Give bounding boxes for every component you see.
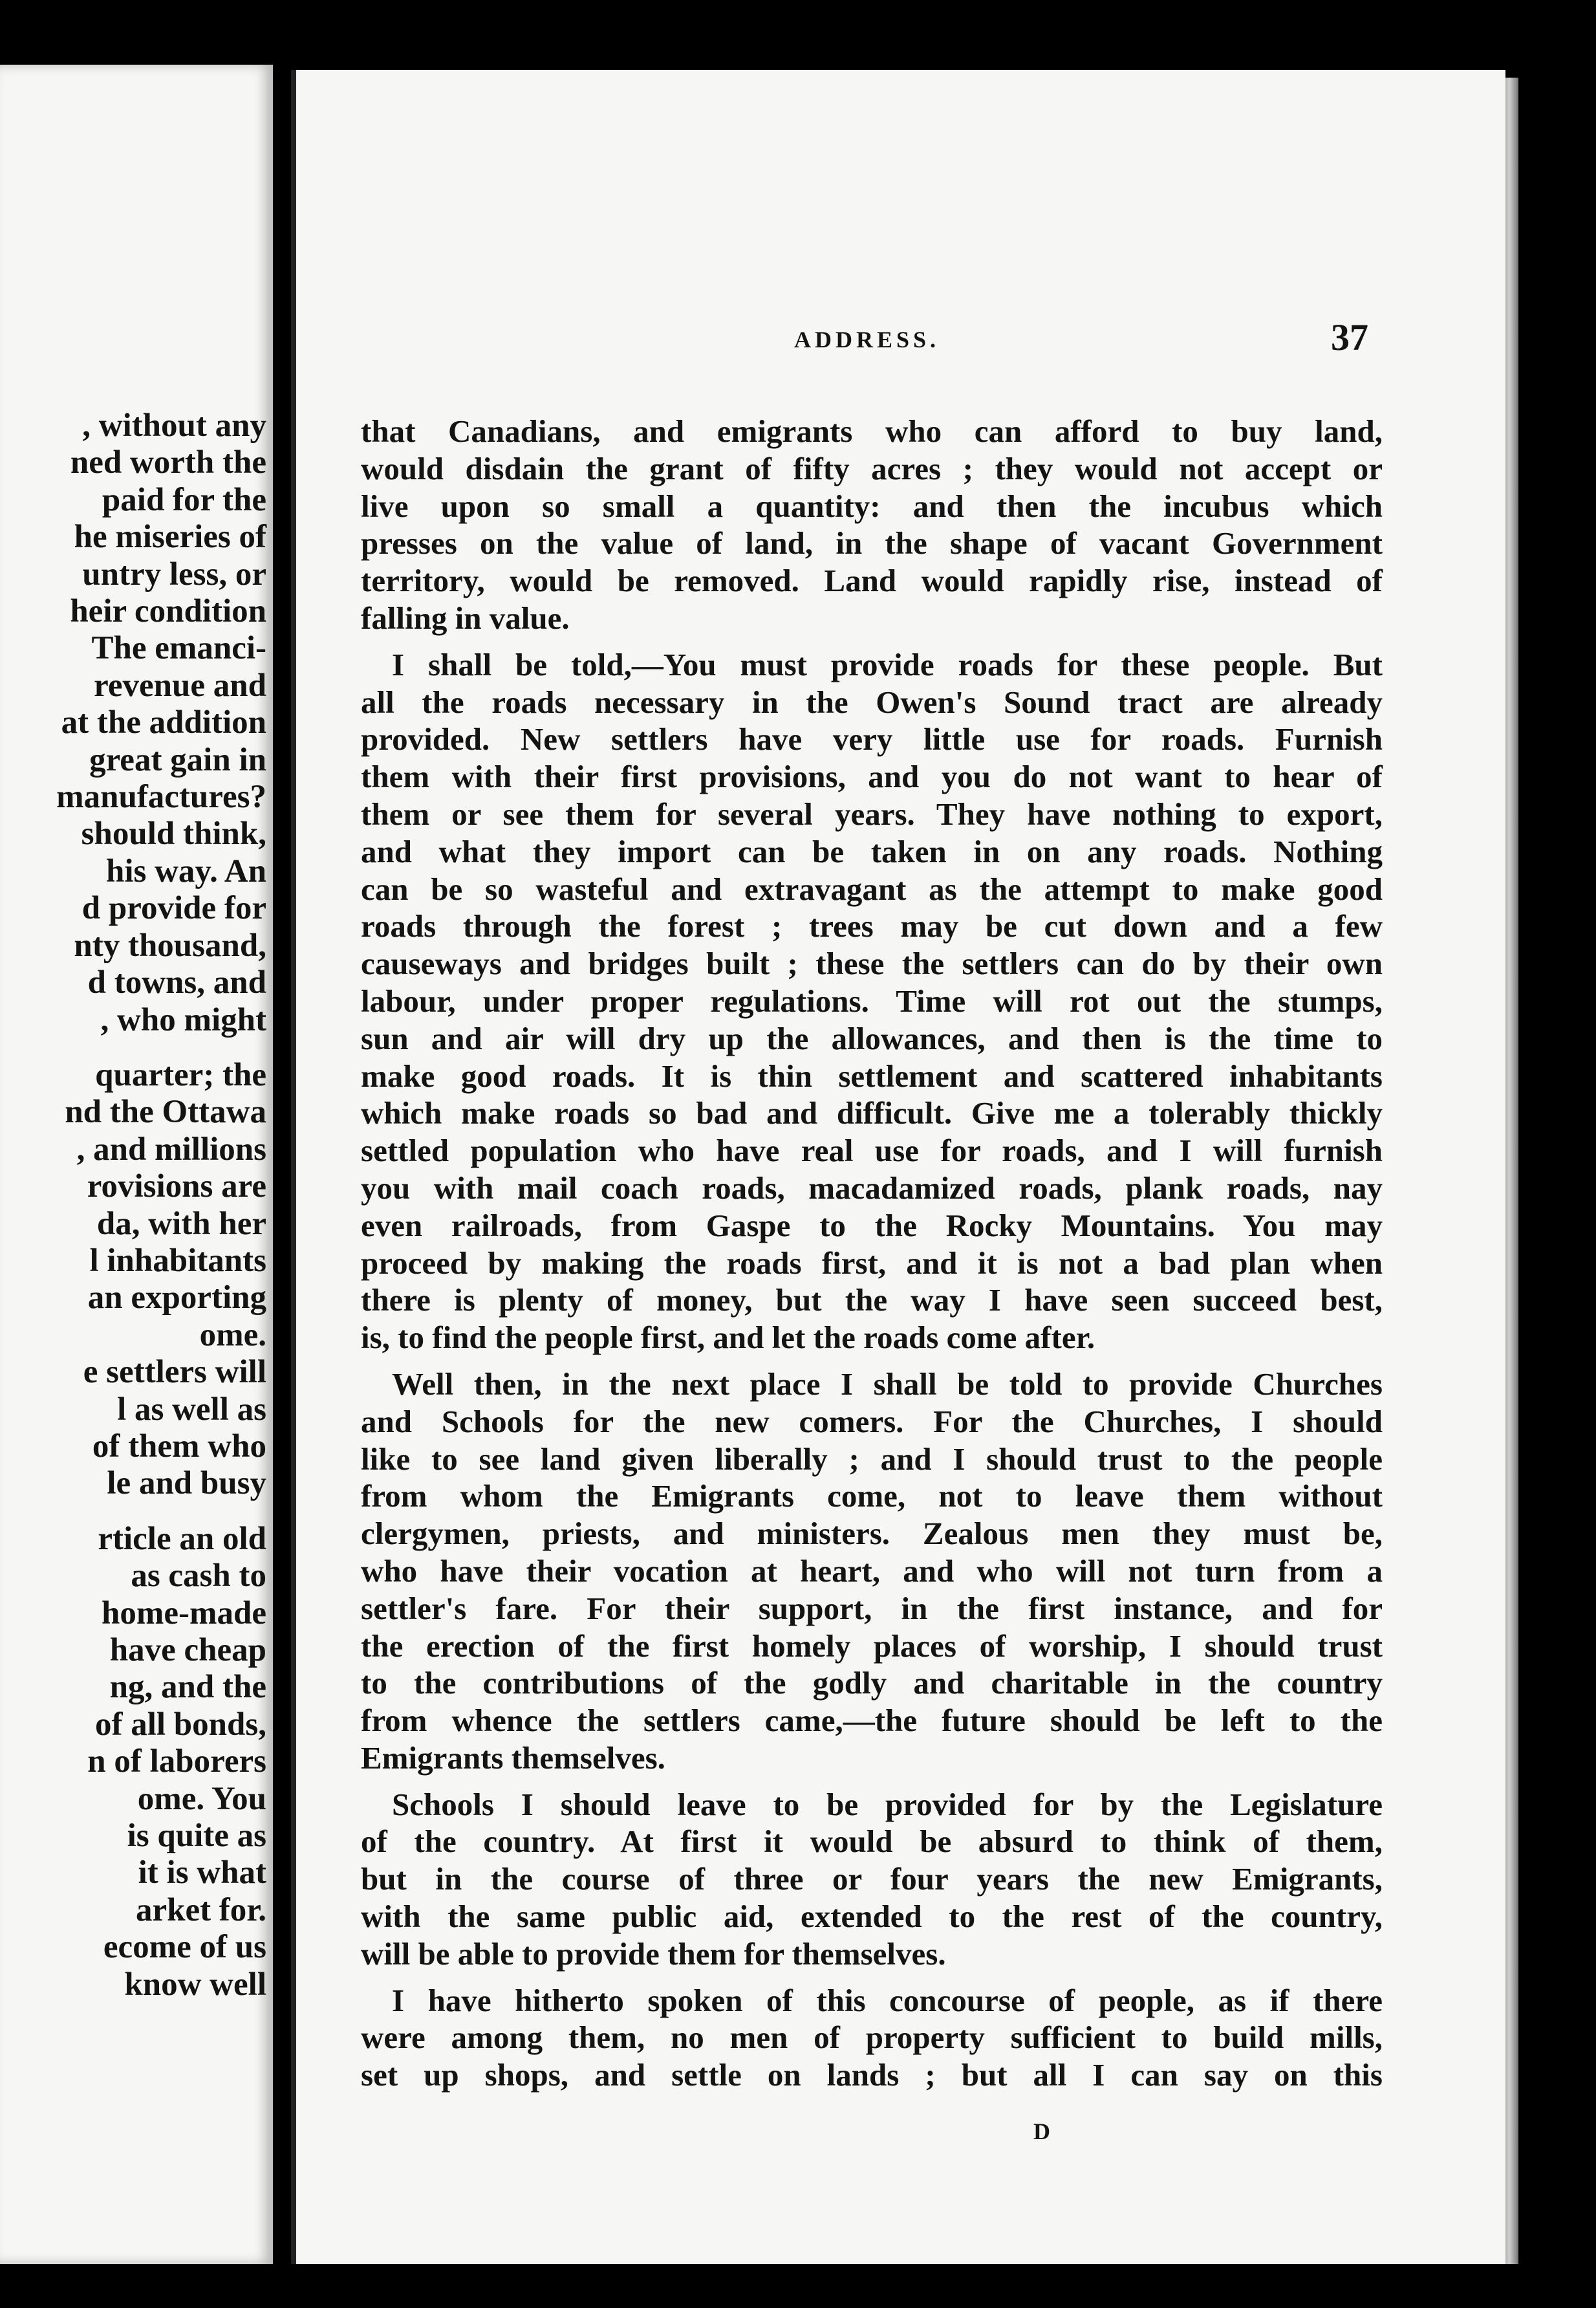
text-line: sun and air will dry up the allowances, and then is the time to — [361, 1020, 1383, 1056]
left-text-line: , without any — [82, 408, 266, 444]
text-line: live upon so small a quantity: and then the incubus which — [361, 488, 1383, 524]
left-text-line: l inhabitants — [89, 1242, 266, 1279]
left-text-line: quarter; the — [95, 1056, 266, 1093]
left-text-line: arket for. — [135, 1891, 266, 1928]
text-line: there is plenty of money, but the way I have seen succeed best, — [361, 1282, 1383, 1318]
left-text-line: revenue and — [94, 667, 266, 704]
text-line: territory, would be removed. Land would rapidly rise, instead of — [361, 563, 1383, 599]
text-line: Well then, in the next place I shall be told to provide Churches — [392, 1366, 1383, 1402]
text-line: labour, under proper regulations. Time will rot out the stumps, — [361, 983, 1383, 1019]
paragraph — [361, 1786, 1383, 1973]
left-text-line: ome. — [199, 1316, 266, 1353]
text-line: is, to find the people first, and let the roads come after. — [361, 1320, 1095, 1356]
left-page — [0, 65, 273, 2264]
text-line: were among them, no men of property sufficient to build mills, — [361, 2020, 1383, 2056]
left-text-line: have cheap — [109, 1632, 266, 1668]
text-line: settled population who have real use for roads, and I will furnish — [361, 1133, 1383, 1169]
left-text-line: da, with her — [96, 1205, 266, 1242]
left-text-line: , who might — [100, 1001, 266, 1038]
left-text-line: it is what — [138, 1855, 266, 1891]
left-text-line: e settlers will — [83, 1354, 266, 1391]
text-line: but in the course of three or four years the new Emigrants, — [361, 1861, 1383, 1897]
left-text-line: of all bonds, — [94, 1706, 266, 1743]
line-gap — [0, 1503, 266, 1521]
text-line: Schools I should leave to be provided for by the Legislature — [392, 1786, 1383, 1822]
paragraph — [361, 1366, 1383, 1777]
text-line: and what they import can be taken in on any roads. Nothing — [361, 833, 1383, 869]
left-text-line: heir condition — [70, 593, 266, 630]
text-line: with the same public aid, extended to the rest of the country, — [361, 1899, 1383, 1935]
signature-mark: D — [1033, 2118, 1050, 2144]
text-line: even railroads, from Gaspe to the Rocky Mountains. You may — [361, 1207, 1383, 1243]
text-line: falling in value. — [361, 600, 570, 636]
left-text-line: nd the Ottawa — [65, 1094, 266, 1131]
left-text-line: as cash to — [131, 1558, 266, 1595]
text-line: which make roads so bad and difficult. Give me a tolerably thickly — [361, 1095, 1383, 1131]
left-text-line: The emanci- — [91, 630, 266, 667]
left-text-line: nty thousand, — [74, 927, 266, 964]
left-text-line: rovisions are — [87, 1168, 266, 1205]
left-text-line: ecome of us — [103, 1929, 266, 1966]
text-line: and Schools for the new comers. For the Churches, I should — [361, 1403, 1383, 1439]
left-text-line: manufactures? — [56, 779, 266, 816]
page-number: 37 — [1331, 316, 1368, 358]
text-line: the erection of the first homely places of worship, I should trust — [361, 1628, 1383, 1664]
page-header — [296, 316, 1505, 367]
left-text-line: he miseries of — [74, 519, 266, 556]
text-line: causeways and bridges built ; these the settlers can do by their own — [361, 946, 1383, 982]
text-line: will be able to provide them for themselves. — [361, 1935, 946, 1972]
text-line: proceed by making the roads first, and it is not a bad plan when — [361, 1245, 1383, 1281]
paragraph — [361, 413, 1383, 637]
left-page-text-column — [0, 408, 266, 2003]
text-line: you with mail coach roads, macadamized roads, plank roads, nay — [361, 1170, 1383, 1206]
left-text-line: ome. You — [137, 1780, 266, 1817]
left-text-line: d provide for — [81, 890, 266, 927]
running-head: ADDRESS. — [794, 327, 940, 353]
left-text-line: should think, — [81, 816, 266, 853]
left-text-line: his way. An — [105, 853, 266, 889]
text-line: Emigrants themselves. — [361, 1739, 665, 1776]
left-text-line: of them who — [92, 1428, 266, 1464]
paragraph — [361, 1982, 1383, 2094]
text-line: of the country. At first it would be absurd to think of them, — [361, 1824, 1383, 1860]
text-line: like to see land given liberally ; and I should trust to the people — [361, 1441, 1383, 1477]
text-line: who have their vocation at heart, and who will not turn from a — [361, 1552, 1383, 1589]
text-line: can be so wasteful and extravagant as the attempt to make good — [361, 871, 1383, 907]
line-gap — [0, 1039, 266, 1057]
left-text-line: ng, and the — [109, 1669, 266, 1706]
left-text-line: at the addition — [61, 704, 266, 741]
left-text-line: d towns, and — [87, 964, 266, 1001]
text-line: from whence the settlers came,—the future should be left to the — [361, 1703, 1383, 1739]
text-line: would disdain the grant of fifty acres ; they would not accept or — [361, 450, 1383, 486]
text-line: to the contributions of the godly and charitable in the country — [361, 1665, 1383, 1701]
text-line: make good roads. It is thin settlement and scattered inhabitants — [361, 1058, 1383, 1094]
text-line: settler's fare. For their support, in the first instance, and for — [361, 1590, 1383, 1626]
text-line: from whom the Emigrants come, not to leave them without — [361, 1478, 1383, 1514]
left-text-line: l as well as — [117, 1391, 266, 1428]
body-text — [361, 413, 1383, 2103]
left-text-line: rticle an old — [98, 1520, 266, 1557]
text-line: set up shops, and settle on lands ; but all I can say on this — [361, 2057, 1383, 2093]
text-line: that Canadians, and emigrants who can afford to buy land, — [361, 413, 1383, 449]
text-line: presses on the value of land, in the shape of vacant Government — [361, 525, 1383, 561]
left-text-line: know well — [124, 1966, 266, 2003]
text-line: I have hitherto spoken of this concourse of people, as if there — [392, 1982, 1383, 2018]
text-line: roads through the forest ; trees may be cut down and a few — [361, 908, 1383, 944]
paragraph — [361, 646, 1383, 1356]
right-page — [291, 70, 1505, 2264]
text-line: them or see them for several years. They have nothing to export, — [361, 796, 1383, 832]
text-line: clergymen, priests, and ministers. Zealous men they must be, — [361, 1516, 1383, 1552]
left-text-line: untry less, or — [82, 556, 266, 593]
left-text-line: home-made — [102, 1595, 266, 1631]
left-text-line: is quite as — [127, 1818, 266, 1855]
text-line: all the roads necessary in the Owen's Sound tract are already — [361, 684, 1383, 720]
text-line: them with their first provisions, and you do not want to hear of — [361, 759, 1383, 795]
left-text-line: an exporting — [87, 1279, 266, 1316]
left-text-line: , and millions — [76, 1131, 266, 1168]
left-text-line: great gain in — [89, 741, 266, 778]
left-text-line: paid for the — [102, 481, 266, 518]
left-text-line: ned worth the — [70, 444, 266, 481]
left-text-line: n of laborers — [87, 1743, 266, 1780]
text-line: provided. New settlers have very little use for roads. Furnish — [361, 721, 1383, 757]
text-line: I shall be told,—You must provide roads for these people. But — [392, 646, 1383, 682]
left-text-line: le and busy — [107, 1465, 266, 1502]
